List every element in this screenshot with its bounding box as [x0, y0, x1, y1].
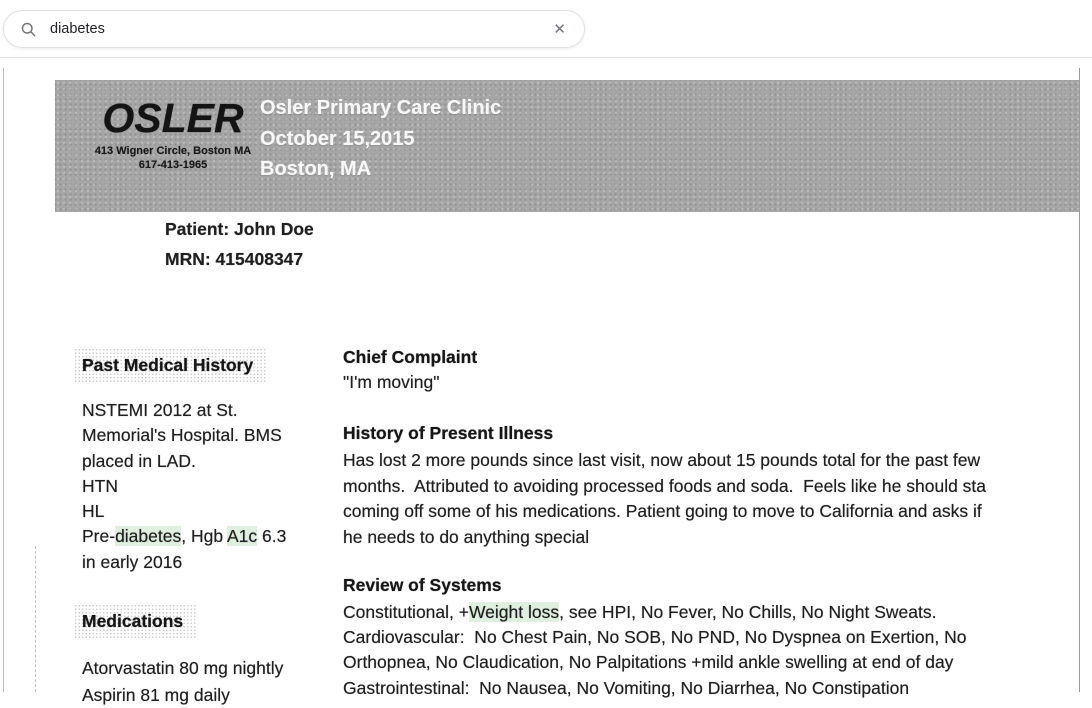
text-line: HL [82, 499, 286, 524]
page-left-edge [3, 68, 4, 692]
chief-complaint-heading: Chief Complaint [343, 347, 477, 368]
text-line: Gastrointestinal: No Nausea, No Vomiting, No Diarrhea, No Constipation [343, 676, 966, 701]
text-line: Aspirin 81 mg daily [82, 682, 283, 708]
clinic-phone: 617-413-1965 [63, 158, 283, 172]
chief-complaint-text: "I'm moving" [343, 372, 439, 393]
text-line: Has lost 2 more pounds since last visit, now about 15 pounds total for the past few [343, 448, 986, 474]
search-highlight: A1c [227, 526, 257, 546]
clinic-logo: OSLER [63, 96, 283, 140]
scan-artifact-line [35, 546, 36, 692]
hpi-text [343, 448, 986, 550]
text-line: NSTEMI 2012 at St. [82, 398, 286, 423]
clinic-address [63, 144, 283, 172]
note-body-column [343, 0, 1079, 692]
text-line: Atorvastatin 80 mg nightly [82, 655, 283, 682]
patient-block [165, 215, 314, 274]
text-line: months. Attributed to avoiding processed foods and soda. Feels like he should sta [343, 474, 986, 500]
text-line: in early 2016 [82, 550, 286, 575]
review-of-systems-text [343, 600, 966, 701]
review-of-systems-heading: Review of Systems [343, 575, 502, 596]
text-line: placed in LAD. [82, 449, 286, 474]
patient-name: Patient: John Doe [165, 215, 314, 245]
page-right-edge [1079, 68, 1080, 692]
search-highlight: Weight loss [469, 602, 559, 622]
text-line: HTN [82, 474, 286, 499]
patient-mrn: MRN: 415408347 [165, 245, 314, 275]
text-line: Cardiovascular: No Chest Pain, No SOB, No PND, No Dyspnea on Exertion, No [343, 625, 966, 650]
search-highlight: diabetes [115, 526, 181, 546]
clinic-location: Boston, MA [260, 154, 501, 185]
past-medical-history-heading: Past Medical History [82, 355, 267, 383]
medications-list [82, 655, 283, 708]
past-medical-history-list [82, 398, 286, 575]
text-line: he needs to do anything special [343, 525, 986, 551]
clear-search-icon[interactable]: ✕ [551, 20, 568, 39]
visit-date: October 15,2015 [260, 124, 501, 155]
clinic-address-line: 413 Wigner Circle, Boston MA [63, 144, 283, 158]
text-line: Constitutional, +Weight loss, see HPI, No Fever, No Chills, No Night Sweats. [343, 600, 966, 625]
text-line: Orthopnea, No Claudication, No Palpitations +mild ankle swelling at end of day [343, 650, 966, 675]
text-line: Pre-diabetes, Hgb A1c 6.3 [82, 524, 286, 549]
clinic-logo-block [63, 96, 283, 172]
clinic-title: Osler Primary Care Clinic [260, 93, 501, 124]
search-icon [20, 21, 37, 38]
text-line: coming off some of his medications. Patient going to move to California and asks if [343, 499, 986, 525]
text-line: Memorial's Hospital. BMS [82, 423, 286, 448]
hpi-heading: History of Present Illness [343, 423, 553, 444]
medications-heading: Medications [82, 611, 197, 639]
